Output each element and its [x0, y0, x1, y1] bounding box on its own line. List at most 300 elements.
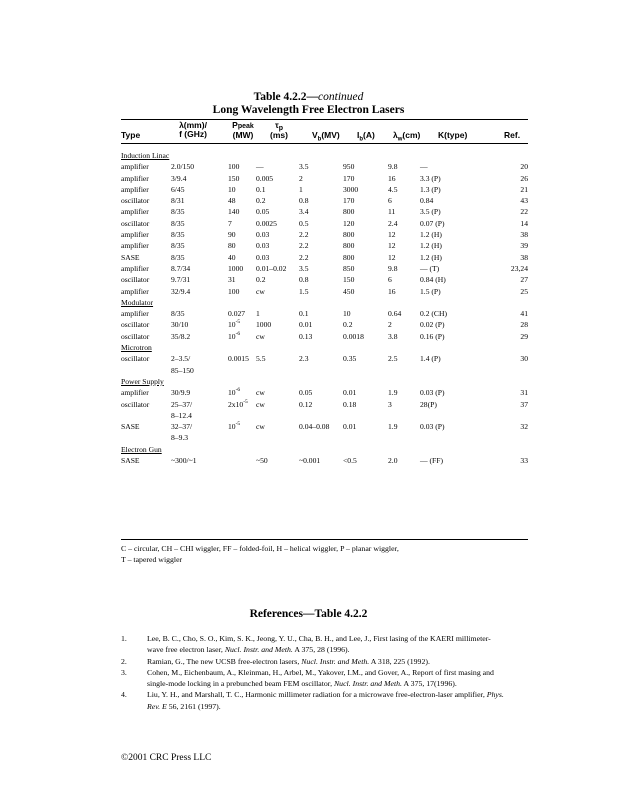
cell-exponent: -5	[243, 398, 248, 405]
cell-value: 80	[228, 241, 236, 251]
cell-tau	[256, 274, 299, 285]
cell-type	[121, 206, 171, 217]
cell-value: SASE	[121, 422, 140, 432]
cell-value: 0.1	[299, 309, 309, 319]
cell-ib	[343, 274, 388, 285]
cell-value: 35/8.2	[171, 331, 191, 341]
cell-value: 9.8	[388, 162, 398, 172]
cell-ktype	[420, 387, 473, 398]
cell-value: 0.2	[343, 320, 353, 330]
cell-ppeak	[228, 218, 256, 229]
cell-value: 1	[256, 309, 260, 319]
cell-value: 2.3	[299, 354, 309, 364]
cell-value: cw	[256, 331, 265, 341]
section-name-text: Power Supply	[121, 376, 164, 386]
cell-ppeak	[228, 319, 256, 330]
cell-value: 38	[520, 252, 528, 262]
cell-value: 3.5 (P)	[420, 207, 441, 217]
cell-vb	[299, 240, 343, 251]
references-heading: References—Table 4.2.2	[249, 608, 368, 620]
cell-value: 800	[343, 207, 355, 217]
table-header-rule	[121, 143, 528, 144]
cell-ib	[343, 240, 388, 251]
table-row	[121, 173, 528, 184]
cell-ppeak	[228, 229, 256, 240]
cell-value: 0.005	[256, 173, 274, 183]
footnote-line-1: C – circular, CH – CHI wiggler, FF – folded-foil, H – helical wiggler, P – planar wiggler,	[121, 544, 399, 553]
cell-ktype	[420, 229, 473, 240]
cell-ref	[473, 173, 528, 184]
cell-ref	[473, 432, 528, 443]
cell-vb	[299, 206, 343, 217]
cell-value: 23,24	[510, 263, 528, 273]
cell-value: 0.12	[299, 399, 313, 409]
cell-exponent: -6	[235, 330, 241, 337]
cell-lambda-w	[388, 455, 420, 466]
cell-ppeak	[228, 410, 256, 421]
cell-value: ~0.001	[299, 456, 321, 466]
cell-type	[121, 308, 171, 319]
cell-value: 8–9.3	[171, 433, 189, 443]
cell-lambda-w	[388, 387, 420, 398]
cell-value: 16	[388, 173, 396, 183]
reference-item	[121, 633, 506, 656]
cell-value: 170	[343, 196, 355, 206]
cell-lambda-w	[388, 206, 420, 217]
cell-type	[121, 218, 171, 229]
cell-value: 1	[299, 184, 303, 194]
section-name	[121, 297, 528, 308]
cell-lambda-w	[388, 319, 420, 330]
cell-value: 1000	[228, 263, 244, 273]
cell-value: 3.4	[299, 207, 309, 217]
cell-value: cw	[256, 286, 265, 296]
cell-value: 3	[388, 399, 392, 409]
cell-value: amplifier	[121, 230, 149, 240]
cell-ktype	[420, 432, 473, 443]
cell-ib	[343, 286, 388, 297]
footnote-line-2: T – tapered wiggler	[121, 555, 183, 564]
cell-value: 0.84	[420, 196, 434, 206]
cell-value: 32–37/	[171, 422, 193, 432]
table-title-prefix: Table 4.2.2—	[253, 91, 319, 103]
cell-value: 20	[520, 162, 528, 172]
cell-lambda-w	[388, 218, 420, 229]
reference-journal: Nucl. Instr. and Meth.	[333, 679, 402, 689]
cell-value: 0.03	[256, 230, 270, 240]
cell-value: 3.3 (P)	[420, 173, 441, 183]
cell-value: 0.2	[256, 275, 266, 285]
cell-ref	[473, 399, 528, 410]
cell-value: 10	[228, 388, 236, 398]
header-ppeak-bottom: (MW)	[232, 130, 254, 140]
cell-value: 1.2 (H)	[420, 241, 442, 251]
cell-value: 0.1	[256, 184, 266, 194]
header-ppeak	[225, 121, 261, 140]
cell-ref	[473, 331, 528, 342]
cell-value: amplifier	[121, 207, 149, 217]
cell-value: 0.05	[256, 207, 270, 217]
cell-value: 6/45	[171, 184, 185, 194]
cell-value: 3000	[343, 184, 359, 194]
cell-ref	[473, 365, 528, 376]
cell-type	[121, 161, 171, 172]
cell-lambda-w	[388, 286, 420, 297]
cell-value: 0.13	[299, 331, 313, 341]
cell-lambda-w	[388, 195, 420, 206]
reference-citation: 56, 2161 (1997).	[166, 701, 221, 711]
cell-lambda-f	[171, 263, 228, 274]
cell-vb	[299, 399, 343, 410]
cell-value: oscillator	[121, 218, 150, 228]
section-name-text: Electron Gun	[121, 444, 162, 454]
cell-value: 10	[228, 320, 236, 330]
cell-lambda-w	[388, 263, 420, 274]
cell-ppeak	[228, 421, 256, 432]
cell-lambda-f	[171, 319, 228, 330]
header-lambda-bottom: f (GHz)	[179, 129, 207, 139]
cell-value: oscillator	[121, 354, 150, 364]
cell-vb	[299, 365, 343, 376]
cell-value: 0.2	[256, 196, 266, 206]
cell-value: 16	[388, 286, 396, 296]
cell-ref	[473, 410, 528, 421]
cell-value: 21	[520, 184, 528, 194]
cell-ib	[343, 421, 388, 432]
cell-value: 800	[343, 241, 355, 251]
cell-value: amplifier	[121, 184, 149, 194]
cell-ref	[473, 184, 528, 195]
header-lambda	[169, 121, 217, 139]
cell-ib	[343, 308, 388, 319]
section-name	[121, 376, 528, 387]
cell-value: 39	[520, 241, 528, 251]
cell-vb	[299, 173, 343, 184]
header-vb-symbol: V	[312, 130, 318, 140]
cell-ref	[473, 319, 528, 330]
cell-value: 2.0/150	[171, 162, 194, 172]
cell-value: oscillator	[121, 320, 150, 330]
table-row	[121, 319, 528, 330]
cell-value: 5.5	[256, 354, 266, 364]
cell-tau	[256, 286, 299, 297]
reference-number: 2.	[121, 656, 127, 666]
cell-value: 12	[388, 230, 396, 240]
cell-value: 0.2 (CH)	[420, 309, 447, 319]
section-name	[121, 342, 528, 353]
cell-vb	[299, 331, 343, 342]
cell-tau	[256, 161, 299, 172]
cell-value: 8.7/34	[171, 263, 191, 273]
cell-value: 0.0025	[256, 218, 277, 228]
cell-value: 3.5	[299, 263, 309, 273]
reference-body: Lee, B. C., Cho, S. O., Kim, S. K., Jeong, Y. U., Cha, B. H., and Lee, J., First lasing of the KAERI millimeter-wave free electron laser,	[147, 634, 491, 655]
cell-type	[121, 173, 171, 184]
cell-ref	[473, 387, 528, 398]
cell-lambda-w	[388, 421, 420, 432]
cell-value: 37	[520, 399, 528, 409]
cell-value: 25–37/	[171, 399, 193, 409]
cell-value: — (FF)	[420, 456, 443, 466]
cell-value: 30/10	[171, 320, 189, 330]
cell-vb	[299, 286, 343, 297]
cell-type	[121, 387, 171, 398]
cell-lambda-f	[171, 161, 228, 172]
cell-ppeak	[228, 240, 256, 251]
header-ktype: K(type)	[438, 130, 468, 140]
cell-ib	[343, 353, 388, 364]
cell-tau	[256, 195, 299, 206]
cell-value: 40	[228, 252, 236, 262]
cell-ib	[343, 206, 388, 217]
header-ppeak-sub: peak	[237, 123, 254, 130]
cell-type	[121, 432, 171, 443]
table-row	[121, 387, 528, 398]
section-header	[121, 444, 528, 455]
cell-ktype	[420, 161, 473, 172]
table-row	[121, 240, 528, 251]
cell-value: cw	[256, 399, 265, 409]
cell-value: 29	[520, 331, 528, 341]
cell-ib	[343, 365, 388, 376]
cell-value: amplifier	[121, 162, 149, 172]
reference-number: 4.	[121, 690, 127, 700]
table-row	[121, 365, 528, 376]
cell-type	[121, 286, 171, 297]
cell-lambda-f	[171, 252, 228, 263]
cell-type	[121, 274, 171, 285]
cell-value: 28	[520, 320, 528, 330]
reference-text	[147, 633, 506, 656]
header-tau	[264, 121, 294, 140]
cell-ktype	[420, 218, 473, 229]
cell-value: 0.03	[256, 241, 270, 251]
cell-vb	[299, 387, 343, 398]
cell-vb	[299, 184, 343, 195]
cell-lambda-f	[171, 399, 228, 410]
cell-value: 41	[520, 309, 528, 319]
cell-ref	[473, 286, 528, 297]
reference-item	[121, 689, 506, 712]
cell-ppeak	[228, 432, 256, 443]
cell-tau	[256, 319, 299, 330]
cell-ref	[473, 308, 528, 319]
cell-value: 140	[228, 207, 240, 217]
cell-ktype	[420, 173, 473, 184]
cell-value: amplifier	[121, 263, 149, 273]
cell-value: 30/9.9	[171, 388, 191, 398]
cell-value: SASE	[121, 252, 140, 262]
cell-ktype	[420, 410, 473, 421]
cell-value: 6	[388, 196, 392, 206]
cell-value: 100	[228, 162, 240, 172]
cell-type	[121, 184, 171, 195]
cell-value: 120	[343, 218, 355, 228]
cell-tau	[256, 308, 299, 319]
header-ib-symbol: I	[357, 130, 360, 140]
cell-value: 1.4 (P)	[420, 354, 441, 364]
cell-value: 3.8	[388, 331, 398, 341]
table-row	[121, 286, 528, 297]
reference-number: 1.	[121, 634, 127, 643]
header-lambda-top: λ(mm)/	[179, 120, 207, 130]
cell-ib	[343, 387, 388, 398]
table-row	[121, 410, 528, 421]
table-footnote	[121, 543, 531, 565]
cell-value: 10	[228, 422, 236, 432]
cell-value: amplifier	[121, 241, 149, 251]
cell-vb	[299, 252, 343, 263]
cell-ppeak	[228, 399, 256, 410]
cell-vb	[299, 432, 343, 443]
section-header	[121, 297, 528, 308]
cell-value: oscillator	[121, 196, 150, 206]
cell-value: 800	[343, 252, 355, 262]
cell-type	[121, 229, 171, 240]
cell-value: 450	[343, 286, 355, 296]
cell-tau	[256, 173, 299, 184]
cell-value: 4.5	[388, 184, 398, 194]
cell-ib	[343, 229, 388, 240]
cell-value: —	[256, 162, 264, 172]
cell-ref	[473, 161, 528, 172]
section-name-text: Microtron	[121, 343, 152, 353]
cell-value: 100	[228, 286, 240, 296]
cell-ppeak	[228, 252, 256, 263]
cell-ref	[473, 240, 528, 251]
cell-tau	[256, 387, 299, 398]
cell-lambda-w	[388, 399, 420, 410]
cell-value: 0.07 (P)	[420, 218, 445, 228]
cell-lambda-f	[171, 274, 228, 285]
cell-ktype	[420, 195, 473, 206]
cell-value: 38	[520, 230, 528, 240]
cell-lambda-f	[171, 184, 228, 195]
cell-value: 1.5	[299, 286, 309, 296]
cell-lambda-f	[171, 455, 228, 466]
header-ppeak-top: P	[232, 120, 238, 130]
cell-ib	[343, 410, 388, 421]
cell-value: 48	[228, 196, 236, 206]
cell-ib	[343, 173, 388, 184]
cell-ktype	[420, 319, 473, 330]
cell-ktype	[420, 252, 473, 263]
table-row	[121, 161, 528, 172]
cell-value: oscillator	[121, 275, 150, 285]
section-header	[121, 150, 528, 161]
cell-value: 0.8	[299, 196, 309, 206]
cell-ktype	[420, 206, 473, 217]
cell-value: 0.01	[299, 320, 313, 330]
cell-type	[121, 410, 171, 421]
cell-value: <0.5	[343, 456, 357, 466]
table-row	[121, 252, 528, 263]
cell-ib	[343, 399, 388, 410]
cell-lambda-f	[171, 229, 228, 240]
header-tau-top: τ	[274, 120, 279, 130]
cell-ref	[473, 274, 528, 285]
cell-vb	[299, 308, 343, 319]
table-row	[121, 195, 528, 206]
cell-lambda-f	[171, 387, 228, 398]
cell-value: cw	[256, 422, 265, 432]
cell-vb	[299, 274, 343, 285]
cell-vb	[299, 353, 343, 364]
cell-ktype	[420, 184, 473, 195]
cell-ppeak	[228, 331, 256, 342]
cell-lambda-f	[171, 286, 228, 297]
cell-value: 2	[299, 173, 303, 183]
cell-value: SASE	[121, 456, 140, 466]
cell-lambda-f	[171, 432, 228, 443]
cell-vb	[299, 229, 343, 240]
cell-value: 2.2	[299, 230, 309, 240]
cell-value: 2.4	[388, 218, 398, 228]
cell-value: 10	[228, 331, 236, 341]
cell-value: 0.18	[343, 399, 357, 409]
cell-tau	[256, 240, 299, 251]
cell-tau	[256, 353, 299, 364]
table-row	[121, 353, 528, 364]
references-list	[121, 633, 506, 712]
cell-type	[121, 455, 171, 466]
cell-ppeak	[228, 455, 256, 466]
cell-ib	[343, 195, 388, 206]
cell-vb	[299, 421, 343, 432]
cell-value: 8/35	[171, 230, 185, 240]
cell-value: 850	[343, 263, 355, 273]
cell-ktype	[420, 308, 473, 319]
cell-value: 0.84 (H)	[420, 275, 446, 285]
cell-value: oscillator	[121, 399, 150, 409]
cell-ib	[343, 184, 388, 195]
cell-ref	[473, 263, 528, 274]
reference-body: Ramian, G., The new UCSB free-electron lasers,	[147, 656, 302, 666]
cell-lambda-w	[388, 365, 420, 376]
cell-ib	[343, 432, 388, 443]
cell-value: 25	[520, 286, 528, 296]
cell-value: 170	[343, 173, 355, 183]
cell-ppeak	[228, 286, 256, 297]
cell-ppeak	[228, 195, 256, 206]
reference-citation: A 375, 17(1996).	[402, 679, 457, 689]
cell-value: 6	[388, 275, 392, 285]
cell-exponent: -5	[235, 319, 241, 326]
reference-number: 3.	[121, 667, 127, 677]
cell-lambda-w	[388, 308, 420, 319]
cell-ppeak	[228, 206, 256, 217]
cell-value: 9.7/31	[171, 275, 191, 285]
table-row	[121, 184, 528, 195]
section-name	[121, 444, 528, 455]
cell-ref	[473, 218, 528, 229]
cell-type	[121, 421, 171, 432]
cell-lambda-f	[171, 410, 228, 421]
cell-ref	[473, 421, 528, 432]
cell-value: 43	[520, 196, 528, 206]
table-row	[121, 218, 528, 229]
cell-value: 26	[520, 173, 528, 183]
cell-ref	[473, 353, 528, 364]
cell-value: 27	[520, 275, 528, 285]
reference-text	[147, 689, 506, 712]
cell-value: 3/9.4	[171, 173, 187, 183]
cell-value: 8/31	[171, 196, 185, 206]
cell-tau	[256, 432, 299, 443]
cell-tau	[256, 206, 299, 217]
reference-body: Cohen, M., Eichenbaum, A., Kleinman, H., Arbel, M., Yakover, I.M., and Gover, A., Report of first masing and single-mode locking in a prebunched beam FEM oscillator,	[147, 667, 494, 689]
cell-value: —	[420, 162, 428, 172]
